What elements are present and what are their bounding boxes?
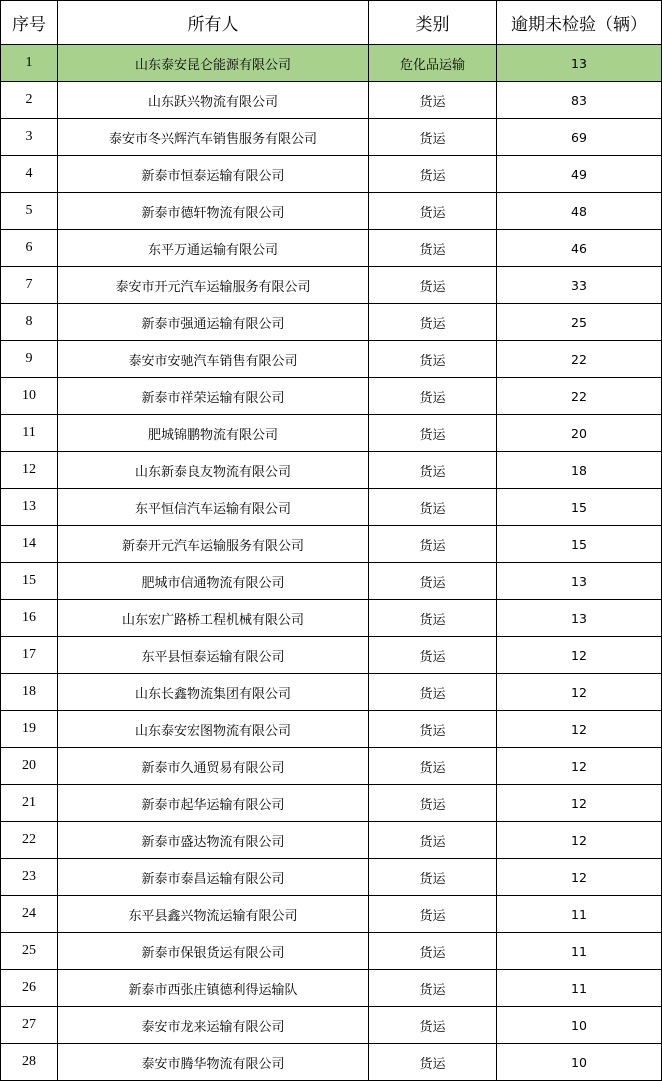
table-row	[1, 415, 662, 452]
table-row	[1, 896, 662, 933]
category: 货运	[369, 267, 497, 304]
category: 货运	[369, 341, 497, 378]
row-index: 3	[1, 119, 58, 156]
category: 货运	[369, 674, 497, 711]
owner-name: 泰安市龙来运输有限公司	[58, 1007, 369, 1044]
overdue-count: 12	[497, 711, 662, 748]
category: 货运	[369, 82, 497, 119]
overdue-count: 12	[497, 822, 662, 859]
category: 货运	[369, 600, 497, 637]
row-index: 22	[1, 822, 58, 859]
table-row	[1, 452, 662, 489]
row-index: 15	[1, 563, 58, 600]
overdue-count: 13	[497, 600, 662, 637]
table-row	[1, 378, 662, 415]
table-header-row	[1, 1, 662, 45]
category: 货运	[369, 230, 497, 267]
table-row	[1, 119, 662, 156]
owner-name: 新泰市强通运输有限公司	[58, 304, 369, 341]
category: 货运	[369, 304, 497, 341]
owner-name: 泰安市冬兴辉汽车销售服务有限公司	[58, 119, 369, 156]
owner-name: 新泰市德轩物流有限公司	[58, 193, 369, 230]
category: 货运	[369, 859, 497, 896]
row-index: 2	[1, 82, 58, 119]
owner-name: 新泰市泰昌运输有限公司	[58, 859, 369, 896]
owner-name: 新泰市盛达物流有限公司	[58, 822, 369, 859]
table-row	[1, 637, 662, 674]
row-index: 9	[1, 341, 58, 378]
owner-name: 东平县恒泰运输有限公司	[58, 637, 369, 674]
category: 货运	[369, 452, 497, 489]
row-index: 28	[1, 1044, 58, 1081]
overdue-count: 22	[497, 378, 662, 415]
category: 货运	[369, 156, 497, 193]
table-row	[1, 859, 662, 896]
category: 货运	[369, 526, 497, 563]
table-row	[1, 933, 662, 970]
header-category: 类别	[369, 1, 497, 45]
owner-name: 新泰市祥荣运输有限公司	[58, 378, 369, 415]
overdue-count: 11	[497, 970, 662, 1007]
table-row	[1, 526, 662, 563]
row-index: 23	[1, 859, 58, 896]
row-index: 17	[1, 637, 58, 674]
owner-name: 新泰市久通贸易有限公司	[58, 748, 369, 785]
category: 货运	[369, 1044, 497, 1081]
owner-name: 山东泰安昆仑能源有限公司	[58, 45, 369, 82]
table-row	[1, 674, 662, 711]
table-row	[1, 341, 662, 378]
header-owner: 所有人	[58, 1, 369, 45]
overdue-count: 49	[497, 156, 662, 193]
category: 货运	[369, 193, 497, 230]
category: 货运	[369, 711, 497, 748]
owner-name: 泰安市腾华物流有限公司	[58, 1044, 369, 1081]
category: 货运	[369, 378, 497, 415]
category: 货运	[369, 822, 497, 859]
table-row	[1, 600, 662, 637]
table-row	[1, 711, 662, 748]
table-row	[1, 45, 662, 82]
table-row	[1, 489, 662, 526]
overdue-count: 12	[497, 674, 662, 711]
overdue-count: 11	[497, 896, 662, 933]
owner-name: 新泰开元汽车运输服务有限公司	[58, 526, 369, 563]
overdue-count: 20	[497, 415, 662, 452]
overdue-count: 10	[497, 1044, 662, 1081]
owner-name: 新泰市保银货运有限公司	[58, 933, 369, 970]
table-row	[1, 1044, 662, 1081]
category: 货运	[369, 896, 497, 933]
row-index: 24	[1, 896, 58, 933]
row-index: 5	[1, 193, 58, 230]
table-row	[1, 822, 662, 859]
row-index: 19	[1, 711, 58, 748]
row-index: 6	[1, 230, 58, 267]
row-index: 25	[1, 933, 58, 970]
row-index: 7	[1, 267, 58, 304]
category: 货运	[369, 933, 497, 970]
overdue-count: 12	[497, 859, 662, 896]
overdue-count: 83	[497, 82, 662, 119]
overdue-count: 12	[497, 785, 662, 822]
owner-name: 东平万通运输有限公司	[58, 230, 369, 267]
table-row	[1, 748, 662, 785]
row-index: 11	[1, 415, 58, 452]
owner-name: 山东宏广路桥工程机械有限公司	[58, 600, 369, 637]
row-index: 27	[1, 1007, 58, 1044]
overdue-count: 69	[497, 119, 662, 156]
owner-name: 肥城锦鹏物流有限公司	[58, 415, 369, 452]
owner-name: 山东泰安宏图物流有限公司	[58, 711, 369, 748]
overdue-count: 12	[497, 748, 662, 785]
owner-name: 山东长鑫物流集团有限公司	[58, 674, 369, 711]
owner-name: 肥城市信通物流有限公司	[58, 563, 369, 600]
category: 货运	[369, 1007, 497, 1044]
overdue-count: 48	[497, 193, 662, 230]
owner-name: 东平恒信汽车运输有限公司	[58, 489, 369, 526]
table-row	[1, 267, 662, 304]
table-row	[1, 304, 662, 341]
header-index: 序号	[1, 1, 58, 45]
row-index: 10	[1, 378, 58, 415]
owner-name: 山东新泰良友物流有限公司	[58, 452, 369, 489]
category: 货运	[369, 748, 497, 785]
table-row	[1, 970, 662, 1007]
overdue-count: 13	[497, 563, 662, 600]
owner-name: 新泰市恒泰运输有限公司	[58, 156, 369, 193]
category: 货运	[369, 415, 497, 452]
table-row	[1, 785, 662, 822]
table-row	[1, 156, 662, 193]
overdue-count: 33	[497, 267, 662, 304]
category: 货运	[369, 563, 497, 600]
header-overdue-count: 逾期未检验（辆）	[497, 1, 662, 45]
overdue-count: 11	[497, 933, 662, 970]
overdue-count: 22	[497, 341, 662, 378]
row-index: 21	[1, 785, 58, 822]
owner-name: 泰安市开元汽车运输服务有限公司	[58, 267, 369, 304]
row-index: 14	[1, 526, 58, 563]
row-index: 18	[1, 674, 58, 711]
table-row	[1, 82, 662, 119]
overdue-count: 10	[497, 1007, 662, 1044]
owner-name: 新泰市起华运输有限公司	[58, 785, 369, 822]
overdue-count: 15	[497, 526, 662, 563]
row-index: 4	[1, 156, 58, 193]
table-row	[1, 1007, 662, 1044]
overdue-count: 25	[497, 304, 662, 341]
owner-name: 山东跃兴物流有限公司	[58, 82, 369, 119]
owner-name: 东平县鑫兴物流运输有限公司	[58, 896, 369, 933]
overdue-count: 46	[497, 230, 662, 267]
category: 货运	[369, 637, 497, 674]
owner-name: 泰安市安驰汽车销售有限公司	[58, 341, 369, 378]
category: 货运	[369, 970, 497, 1007]
row-index: 26	[1, 970, 58, 1007]
table-row	[1, 193, 662, 230]
category: 货运	[369, 119, 497, 156]
row-index: 16	[1, 600, 58, 637]
row-index: 20	[1, 748, 58, 785]
row-index: 1	[1, 45, 58, 82]
overdue-count: 12	[497, 637, 662, 674]
row-index: 8	[1, 304, 58, 341]
overdue-count: 15	[497, 489, 662, 526]
category: 货运	[369, 489, 497, 526]
table-row	[1, 230, 662, 267]
overdue-count: 13	[497, 45, 662, 82]
owner-name: 新泰市西张庄镇德利得运输队	[58, 970, 369, 1007]
category: 危化品运输	[369, 45, 497, 82]
overdue-count: 18	[497, 452, 662, 489]
category: 货运	[369, 785, 497, 822]
table-body	[1, 45, 662, 1081]
row-index: 12	[1, 452, 58, 489]
row-index: 13	[1, 489, 58, 526]
table-row	[1, 563, 662, 600]
